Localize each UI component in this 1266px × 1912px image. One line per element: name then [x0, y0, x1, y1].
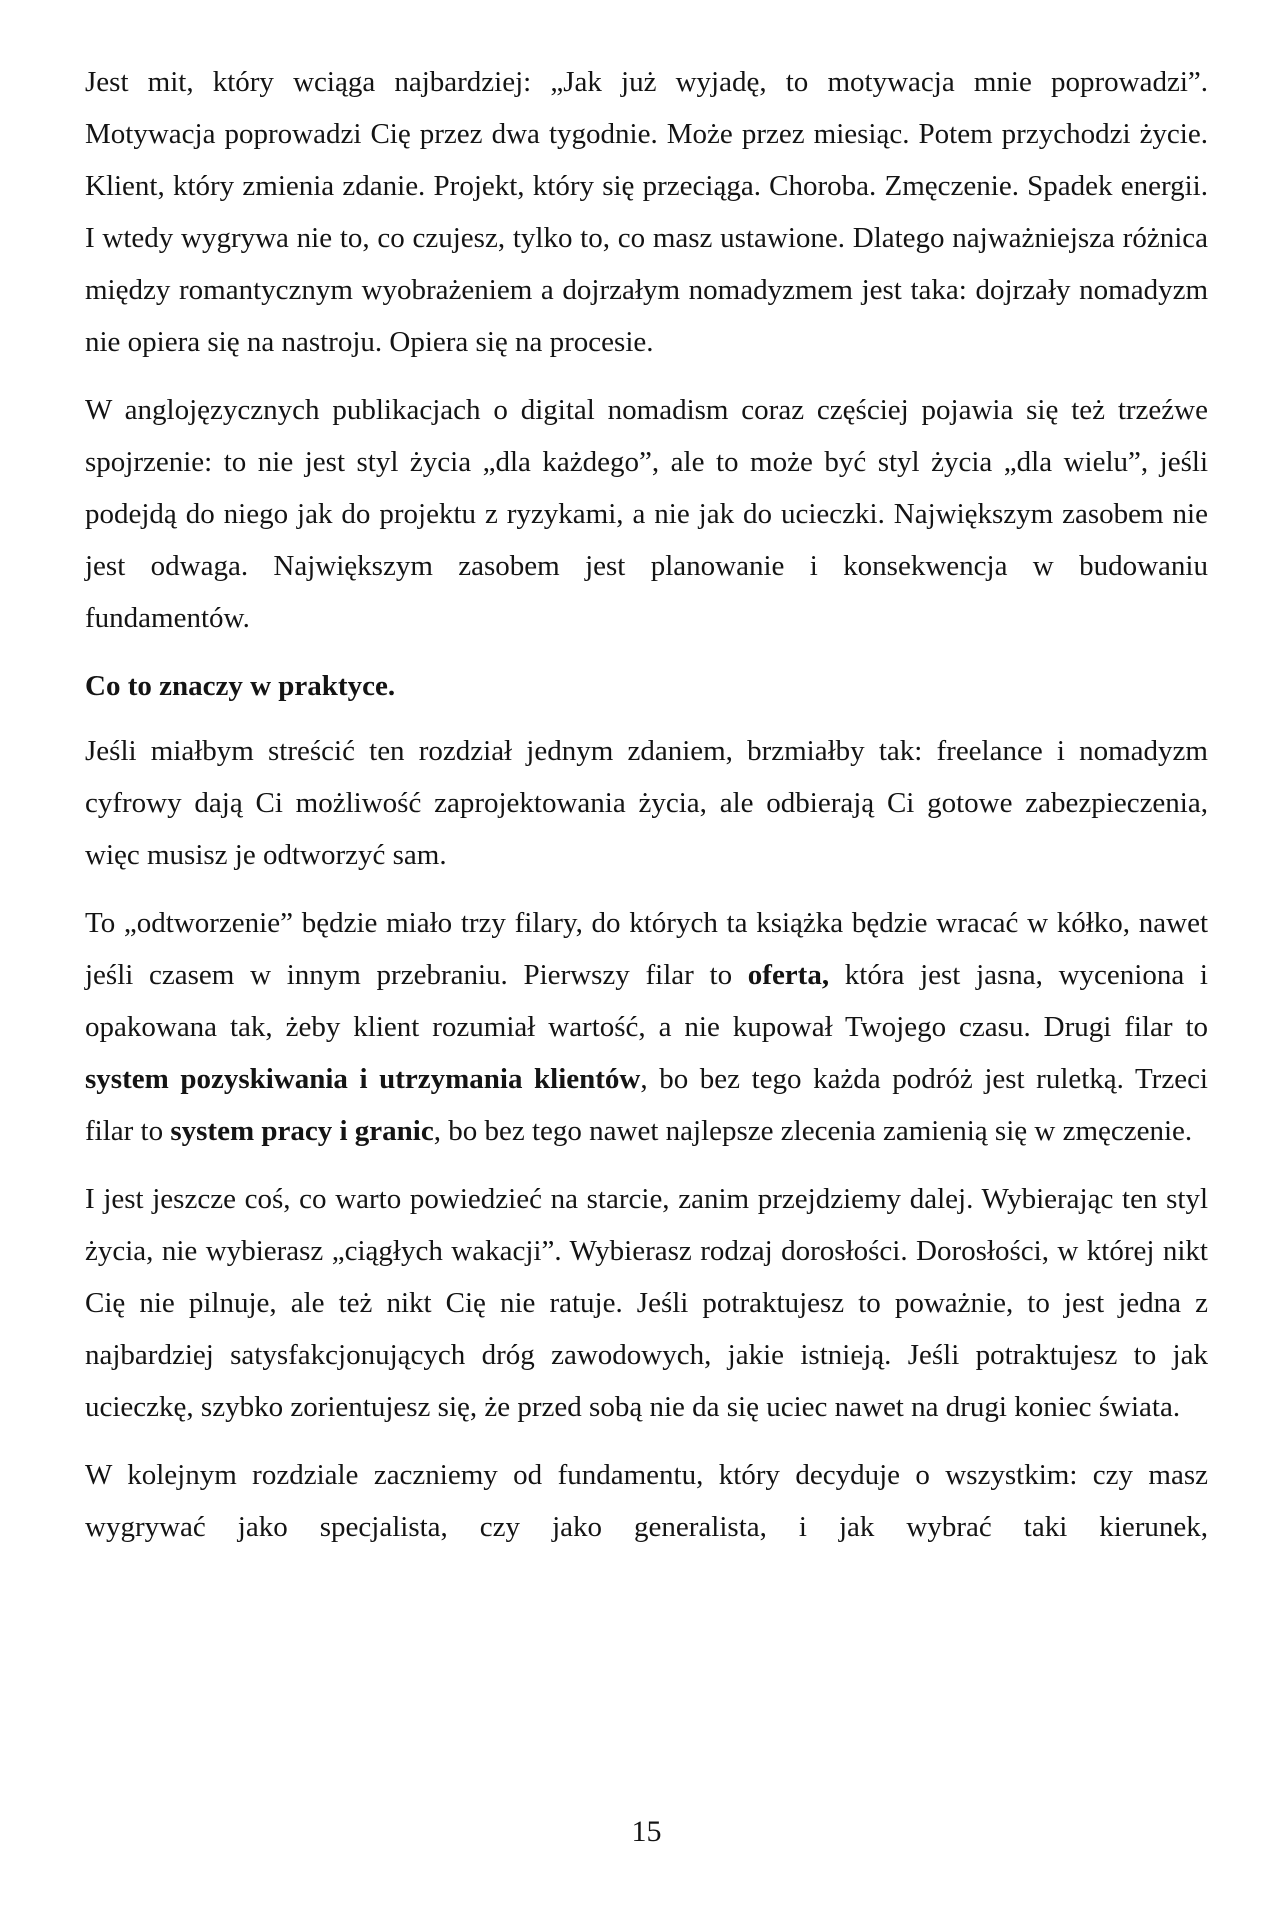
- paragraph: Jest mit, który wciąga najbardziej: „Jak już wyjadę, to motywacja mnie poprowadzi”. Motywacja poprowadzi Cię przez dwa tygodnie. Może przez miesiąc. Potem przychodzi życie. Klient, który zmienia zdanie. Projekt, który się przeciąga. Choroba. Zmęczenie. Spadek energii. I wtedy wygrywa nie to, co czujesz, tylko to, co masz ustawione. Dlatego najważniejsza różnica między romantycznym wyobrażeniem a dojrzałym nomadyzmem jest taka: dojrzały nomadyzm nie opiera się na nastroju. Opiera się na procesie.: [85, 66, 1208, 358]
- bold-text: system pracy i granic: [170, 1115, 434, 1147]
- bold-text: oferta,: [747, 959, 830, 991]
- page-number: 15: [631, 1815, 662, 1848]
- paragraph: W anglojęzycznych publikacjach o digital nomadism coraz częściej pojawia się też trzeźwe spojrzenie: to nie jest styl życia „dla każdego”, ale to może być styl życia „dla wielu”, jeśli podejdą do niego jak do projektu z ryzykami, a nie jak do ucieczki. Największym zasobem nie jest odwaga. Największym zasobem jest planowanie i konsekwencja w budowaniu fundamentów.: [85, 394, 1208, 634]
- bold-text: system pozyskiwania i utrzymania klientów: [85, 1063, 641, 1095]
- section-heading: Co to znaczy w praktyce.: [85, 670, 396, 702]
- paragraph: To „odtworzenie” będzie miało trzy filary, do których ta książka będzie wracać w kółko, nawet jeśli czasem w innym przebraniu. Pierwszy filar to oferta, która jest jasna, wyceniona i opakowana tak, żeby klient rozumiał wartość, a nie kupował Twojego czasu. Drugi filar to system pozyskiwania i utrzymania klientów, bo bez tego każda podróż jest ruletką. Trzeci filar to system pracy i granic, bo bez tego nawet najlepsze zlecenia zamienią się w zmęczenie.: [85, 907, 1208, 1147]
- paragraph: Jeśli miałbym streścić ten rozdział jednym zdaniem, brzmiałby tak: freelance i nomadyzm cyfrowy dają Ci możliwość zaprojektowania życia, ale odbierają Ci gotowe zabezpieczenia, więc musisz je odtworzyć sam.: [85, 735, 1208, 871]
- paragraph: W kolejnym rozdziale zaczniemy od fundamentu, który decyduje o wszystkim: czy masz wygrywać jako specjalista, czy jako generalista, i jak wybrać taki kierunek,: [85, 1459, 1208, 1543]
- paragraph: I jest jeszcze coś, co warto powiedzieć na starcie, zanim przejdziemy dalej. Wybierając ten styl życia, nie wybierasz „ciągłych wakacji”. Wybierasz rodzaj dorosłości. Dorosłości, w której nikt Cię nie pilnuje, ale też nikt Cię nie ratuje. Jeśli potraktujesz to poważnie, to jest jedna z najbardziej satysfakcjonujących dróg zawodowych, jakie istnieją. Jeśli potraktujesz to jak ucieczkę, szybko zorientujesz się, że przed sobą nie da się uciec nawet na drugi koniec świata.: [85, 1183, 1208, 1423]
- page-body-text: [85, 56, 1208, 1569]
